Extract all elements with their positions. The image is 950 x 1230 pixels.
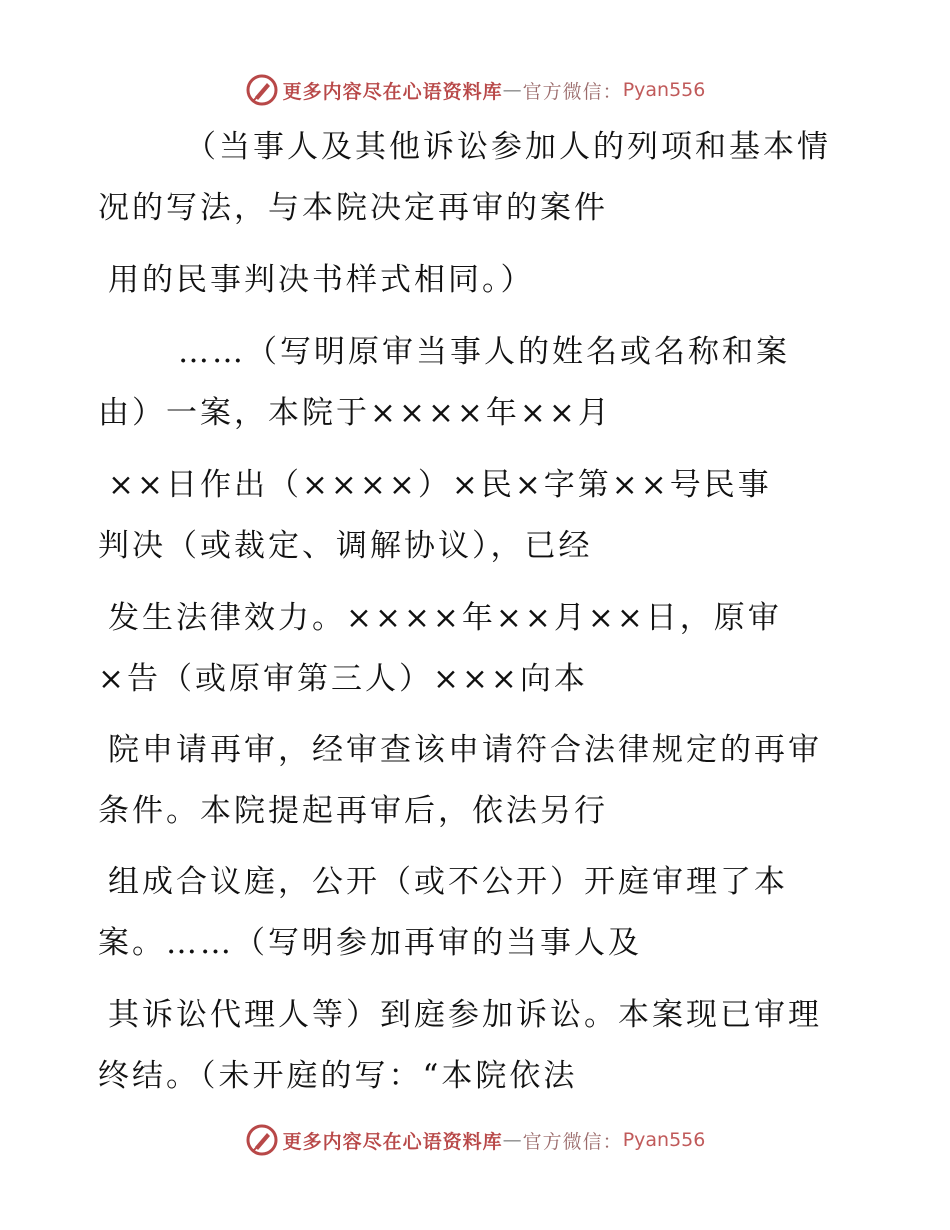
- text-line: 条件。本院提起再审后，依法另行: [98, 793, 608, 829]
- text-line: ……（写明原审当事人的姓名或名称和案: [178, 334, 790, 370]
- banner-wechat-label: 官方微信：: [522, 80, 623, 103]
- text-line: 用的民事判决书样式相同。）: [108, 262, 535, 298]
- paragraph-7: [98, 852, 868, 974]
- paragraph-8: [98, 985, 868, 1107]
- banner-wechat-id: Pyan556: [622, 1129, 706, 1151]
- paragraph-1: [98, 117, 858, 239]
- text-line: 判决（或裁定、调解协议），已经: [98, 528, 593, 564]
- seal-pen-icon: [245, 73, 279, 107]
- text-line: （当事人及其他诉讼参加人的列项和基本情: [185, 129, 831, 165]
- banner-dash: —: [502, 79, 523, 101]
- text-line: 由）一案，本院于××××年××月: [98, 395, 612, 431]
- paragraph-5: [98, 588, 868, 710]
- text-line: ××日作出（××××）×民×字第××号民事: [108, 467, 772, 503]
- seal-pen-icon: [245, 1123, 279, 1157]
- text-line: 况的写法，与本院决定再审的案件: [98, 190, 608, 226]
- paragraph-2: [108, 250, 868, 311]
- text-line: 院申请再审，经审查该申请符合法律规定的再审: [108, 732, 822, 768]
- paragraph-4: [98, 455, 868, 577]
- text-line: 其诉讼代理人等）到庭参加诉讼。本案现已审理: [108, 997, 822, 1033]
- text-line: 发生法律效力。××××年××月××日，原审: [108, 600, 782, 636]
- banner-dash: —: [502, 1129, 523, 1151]
- banner-wechat-label: 官方微信：: [522, 1130, 623, 1153]
- banner-title: 更多内容尽在心语资料库: [282, 80, 503, 103]
- text-line: ×告（或原审第三人）×××向本: [98, 661, 588, 697]
- header-banner: [0, 70, 950, 110]
- banner-title: 更多内容尽在心语资料库: [282, 1130, 503, 1153]
- banner-wechat-id: Pyan556: [622, 79, 706, 101]
- text-line: 终结。（未开庭的写：“本院依法: [98, 1058, 578, 1094]
- text-line: 案。……（写明参加再审的当事人及: [98, 925, 642, 961]
- paragraph-3: [98, 322, 858, 444]
- footer-banner: [0, 1120, 950, 1160]
- text-line: 组成合议庭，公开（或不公开）开庭审理了本: [108, 864, 788, 900]
- paragraph-6: [98, 720, 868, 842]
